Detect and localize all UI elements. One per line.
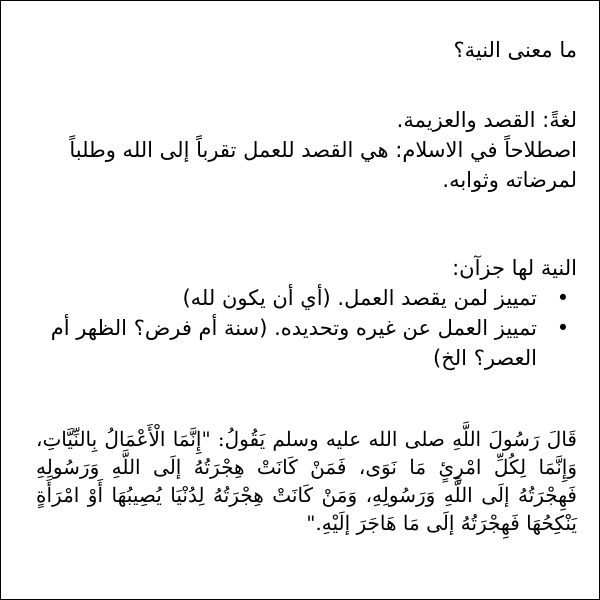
bullet-icon: • — [556, 316, 570, 340]
hadith-text: قَالَ رَسُولَ اللَّهِ صلى الله عليه وسلم يَقُولُ: "إِنَّمَا الْأَعْمَالُ بِالنِّيَّاتِ، وَإِنَّمَا لِكُلِّ امْرِئٍ مَا نَوَى، فَمَنْ كَانَتْ هِجْرَتُهُ إلَى اللَّهِ وَرَسُولِهِ فَهِجْرَتُهُ إلَى اللَّهِ وَرَسُولِهِ، وَمَنْ كَانَتْ هِجْرَتُهُ لِدُنْيَا يُصِيبُهَا أَوْ امْرَأَةٍ يَنْكِحُهَا فَهِجْرَتُهُ إلَى مَا هَاجَرَ إلَيْهِ." — [36, 427, 577, 535]
parts-block — [36, 253, 577, 373]
linguistic-definition: لغةً: القصد والعزيمة. — [396, 108, 577, 132]
bullet-icon: • — [556, 286, 570, 310]
list-item — [36, 313, 577, 373]
list-item-text: تمييز العمل عن غيره وتحديده. (سنة أم فرض؟ الظهر أم العصر؟ الخ) — [50, 316, 537, 370]
technical-definition: اصطلاحاً في الاسلام: هي القصد للعمل تقرباً إلى الله وطلباً لمرضاته وثوابه. — [69, 138, 577, 192]
parts-heading: النية لها جزآن: — [452, 256, 577, 280]
definitions-block — [36, 105, 577, 195]
list-item-text: تمييز لمن يقصد العمل. (أي أن يكون لله) — [182, 286, 537, 310]
slide-title: ما معنى النية؟ — [453, 38, 577, 62]
list-item — [36, 283, 577, 313]
slide-content — [36, 1, 577, 599]
parts-list — [36, 283, 577, 373]
